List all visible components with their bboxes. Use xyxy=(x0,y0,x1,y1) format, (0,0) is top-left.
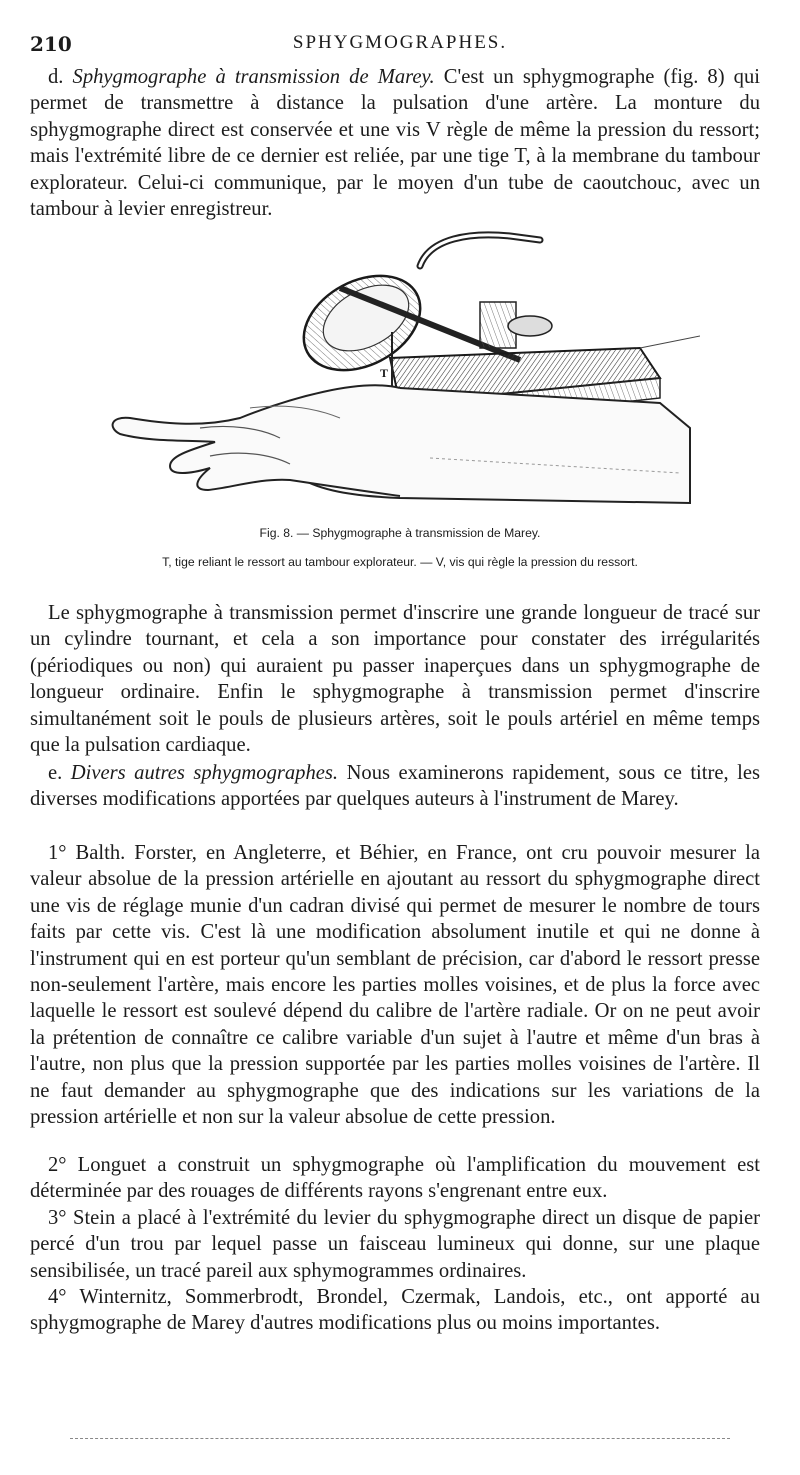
running-head xyxy=(30,32,770,56)
paragraph-section-d xyxy=(30,64,760,222)
figure-caption-title: Fig. 8. — Sphygmographe à transmission de Marey. xyxy=(259,526,541,540)
paragraph-section-e xyxy=(30,760,760,813)
sphygmograph-on-wrist-illustration xyxy=(100,228,700,518)
footer-rule xyxy=(70,1438,730,1439)
section-e-text: Nous examinerons rapidement, sous ce titre, les diverses modifications apportées par quelques auteurs à l'instrument de Marey. xyxy=(30,762,760,811)
section-e-heading: Divers autres sphygmographes. xyxy=(70,762,339,784)
section-d-heading: Sphygmographe à transmission de Marey. xyxy=(72,66,435,88)
section-d-marker: d. xyxy=(48,66,64,88)
figure-8 xyxy=(100,228,700,518)
section-d-text: C'est un sphygmographe (fig. 8) qui permet de transmettre à distance la pulsation d'une artère. La monture du sphygmographe direct est conservée et une vis V règle de même la pression du ressort; mais l'extrémité libre de ce dernier est reliée, par une tige T, à la membrane du tambour explorateur. Celui-ci communique, par le moyen d'un tube de caoutchouc, avec un tambour à levier enregistreur. xyxy=(30,66,760,221)
list-item-2: 2° Longuet a construit un sphygmographe où l'amplification du mouvement est déterminée par des rouages de différents rayons s'engrenant entre eux. xyxy=(30,1154,760,1203)
page-number: 210 xyxy=(30,32,72,56)
list-item-4: 4° Winternitz, Sommerbrodt, Brondel, Czermak, Landois, etc., ont apporté au sphygmographe de Marey d'autres modifications plus ou moins importantes. xyxy=(30,1286,760,1335)
list-item-1: 1° Balth. Forster, en Angleterre, et Béhier, en France, ont cru pouvoir mesurer la valeur absolue de la pression artérielle en ajoutant au ressort du sphygmographe direct une vis de réglage munie d'un cadran divisé qui permet de mesurer le nombre de tours faits par cette vis. C'est là une modification absolument inutile et qui ne donne à l'instrument qui en est porteur qu'un semblant de précision, car d'abord le ressort presse non-seulement l'artère, mais encore les parties molles voisines, et de plus la force avec laquelle le ressort est soulevé dépend du calibre de l'artère radiale. Or on ne peut avoir la prétention de connaître ce calibre variable d'un sujet à l'autre et même d'un bras à l'autre, non plus que la pression supportée par les parties molles voisines de l'artère. Il ne faut demander au sphygmographe que des indications sur les variations de la pression artérielle et non sur la valeur absolue de cette pression. xyxy=(30,842,760,1129)
section-e-marker: e. xyxy=(48,762,63,784)
figure-caption-legend: T, tige reliant le ressort au tambour explorateur. — V, vis qui règle la pression du ressort. xyxy=(162,555,638,569)
running-title: SPHYGMOGRAPHES. xyxy=(292,32,508,53)
figure-label-t: T xyxy=(380,366,389,380)
list-item-3: 3° Stein a placé à l'extrémité du levier du sphygmographe direct un disque de papier percé d'un trou par lequel passe un faisceau lumineux qui donne, sur une plaque sensibilisée, un tracé pareil aux sphymogrammes ordinaires. xyxy=(30,1207,760,1282)
paragraph-1: Le sphygmographe à transmission permet d'inscrire une grande longueur de tracé sur un cylindre tournant, et cela a son importance pour constater des irrégularités (périodiques ou non) qui auraient pu passer inaperçues dans un sphygmographe de longueur ordinaire. Enfin le sphygmographe à transmission permet d'inscrire simultanément soit le pouls de plusieurs artères, soit le pouls artériel en même temps que la pulsation cardiaque. xyxy=(30,602,760,757)
